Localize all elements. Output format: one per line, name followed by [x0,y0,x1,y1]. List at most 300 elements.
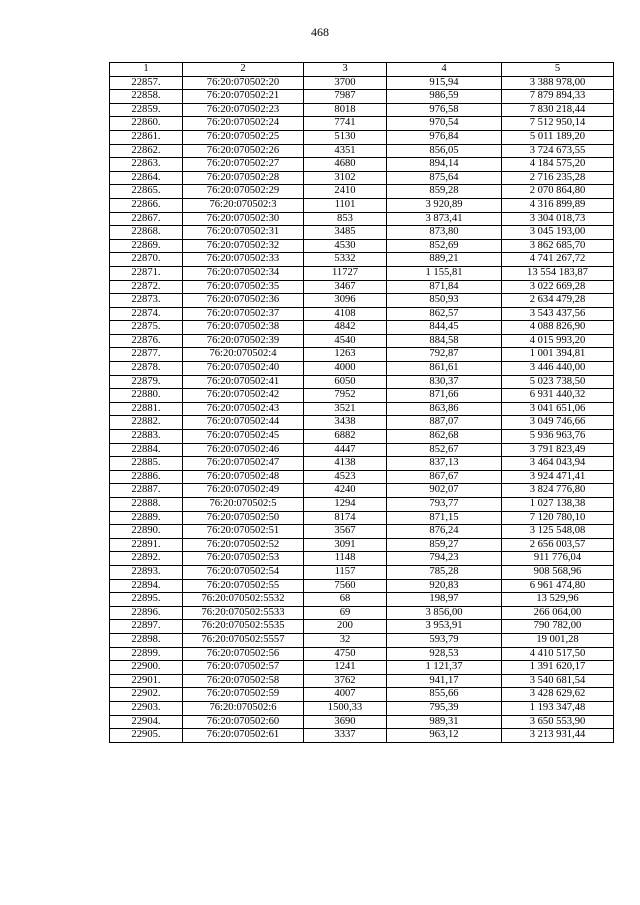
row-number-cell: 22860. [110,117,183,131]
table-row [110,416,614,430]
table-row [110,511,614,525]
cadastral-value-cell: 3 543 437,56 [502,307,614,321]
area-cell: 4842 [304,321,387,335]
row-number-cell: 22875. [110,321,183,335]
row-number-cell: 22880. [110,389,183,403]
unit-value-cell: 859,27 [387,538,502,552]
cadastral-number-cell: 76:20:070502:46 [183,443,304,457]
page-number: 468 [311,25,329,39]
cadastral-number-cell: 76:20:070502:37 [183,307,304,321]
cadastral-value-cell: 3 041 651,06 [502,402,614,416]
cadastral-number-cell: 76:20:070502:41 [183,375,304,389]
cadastral-value-cell: 1 391 620,17 [502,661,614,675]
row-number-cell: 22862. [110,144,183,158]
table-row [110,362,614,376]
area-cell: 11727 [304,266,387,280]
row-number-cell: 22889. [110,511,183,525]
cadastral-value-cell: 1 193 347,48 [502,701,614,715]
area-cell: 3467 [304,280,387,294]
cadastral-value-cell: 2 656 003,57 [502,538,614,552]
row-number-cell: 22869. [110,239,183,253]
unit-value-cell: 875,64 [387,171,502,185]
cadastral-number-cell: 76:20:070502:60 [183,715,304,729]
unit-value-cell: 794,23 [387,552,502,566]
row-number-cell: 22878. [110,362,183,376]
area-cell: 8174 [304,511,387,525]
unit-value-cell: 871,84 [387,280,502,294]
cadastral-value-cell: 4 410 517,50 [502,647,614,661]
table-row [110,565,614,579]
table-header-row [110,63,614,77]
area-cell: 8018 [304,103,387,117]
table-row [110,633,614,647]
area-cell: 3438 [304,416,387,430]
column-header: 3 [304,63,387,77]
cadastral-number-cell: 76:20:070502:56 [183,647,304,661]
area-cell: 6050 [304,375,387,389]
cadastral-value-cell: 13 529,96 [502,593,614,607]
area-cell: 4351 [304,144,387,158]
table-row [110,606,614,620]
cadastral-value-cell: 3 045 193,00 [502,226,614,240]
unit-value-cell: 970,54 [387,117,502,131]
table-row [110,158,614,172]
cadastral-number-cell: 76:20:070502:58 [183,674,304,688]
cadastral-number-cell: 76:20:070502:40 [183,362,304,376]
row-number-cell: 22905. [110,729,183,743]
cadastral-value-cell: 7 512 950,14 [502,117,614,131]
cadastral-value-cell: 19 001,28 [502,633,614,647]
table-row [110,348,614,362]
table-row [110,389,614,403]
area-cell: 3485 [304,226,387,240]
area-cell: 200 [304,620,387,634]
area-cell: 3102 [304,171,387,185]
unit-value-cell: 920,83 [387,579,502,593]
unit-value-cell: 3 856,00 [387,606,502,620]
row-number-cell: 22866. [110,198,183,212]
area-cell: 5332 [304,253,387,267]
table-row [110,239,614,253]
area-cell: 7952 [304,389,387,403]
area-cell: 3521 [304,402,387,416]
cadastral-value-cell: 2 070 864,80 [502,185,614,199]
cadastral-value-cell: 13 554 183,87 [502,266,614,280]
area-cell: 68 [304,593,387,607]
table-row [110,103,614,117]
cadastral-number-cell: 76:20:070502:59 [183,688,304,702]
table-row [110,674,614,688]
cadastral-number-cell: 76:20:070502:38 [183,321,304,335]
unit-value-cell: 976,58 [387,103,502,117]
unit-value-cell: 871,66 [387,389,502,403]
table-row [110,457,614,471]
cadastral-number-cell: 76:20:070502:20 [183,76,304,90]
table-row [110,715,614,729]
cadastral-value-cell: 4 088 826,90 [502,321,614,335]
cadastral-value-cell: 3 428 629,62 [502,688,614,702]
cadastral-value-cell: 7 120 780,10 [502,511,614,525]
area-cell: 1263 [304,348,387,362]
unit-value-cell: 830,37 [387,375,502,389]
table-row [110,375,614,389]
area-cell: 4447 [304,443,387,457]
row-number-cell: 22881. [110,402,183,416]
table-body [110,76,614,742]
row-number-cell: 22901. [110,674,183,688]
cadastral-number-cell: 76:20:070502:35 [183,280,304,294]
unit-value-cell: 963,12 [387,729,502,743]
table-row [110,470,614,484]
area-cell: 7560 [304,579,387,593]
unit-value-cell: 785,28 [387,565,502,579]
table-row [110,430,614,444]
area-cell: 4523 [304,470,387,484]
unit-value-cell: 928,53 [387,647,502,661]
cadastral-value-cell: 266 064,00 [502,606,614,620]
table-row [110,525,614,539]
row-number-cell: 22876. [110,334,183,348]
cadastral-number-cell: 76:20:070502:32 [183,239,304,253]
table-row [110,552,614,566]
unit-value-cell: 3 920,89 [387,198,502,212]
row-number-cell: 22884. [110,443,183,457]
area-cell: 3567 [304,525,387,539]
table-row [110,76,614,90]
cadastral-value-cell: 2 716 235,28 [502,171,614,185]
cadastral-value-cell: 3 650 553,90 [502,715,614,729]
table-row [110,198,614,212]
cadastral-value-cell: 2 634 479,28 [502,294,614,308]
table-row [110,334,614,348]
table-row [110,130,614,144]
cadastral-value-cell: 3 540 681,54 [502,674,614,688]
cadastral-value-cell: 5 011 189,20 [502,130,614,144]
area-cell: 7987 [304,90,387,104]
table-row [110,171,614,185]
cadastral-number-cell: 76:20:070502:5533 [183,606,304,620]
table-row [110,701,614,715]
row-number-cell: 22895. [110,593,183,607]
area-cell: 1241 [304,661,387,675]
row-number-cell: 22887. [110,484,183,498]
unit-value-cell: 915,94 [387,76,502,90]
row-number-cell: 22882. [110,416,183,430]
cadastral-value-cell: 911 776,04 [502,552,614,566]
cadastral-value-cell: 908 568,96 [502,565,614,579]
table-row [110,226,614,240]
table-row [110,484,614,498]
column-header: 4 [387,63,502,77]
table-row [110,620,614,634]
cadastral-number-cell: 76:20:070502:34 [183,266,304,280]
cadastral-value-cell: 3 824 776,80 [502,484,614,498]
table-row [110,90,614,104]
cadastral-number-cell: 76:20:070502:5 [183,498,304,512]
cadastral-number-cell: 76:20:070502:39 [183,334,304,348]
row-number-cell: 22871. [110,266,183,280]
unit-value-cell: 887,07 [387,416,502,430]
cadastral-number-cell: 76:20:070502:23 [183,103,304,117]
area-cell: 3337 [304,729,387,743]
unit-value-cell: 976,84 [387,130,502,144]
table-row [110,144,614,158]
row-number-cell: 22894. [110,579,183,593]
cadastral-number-cell: 76:20:070502:5535 [183,620,304,634]
cadastral-value-cell: 3 862 685,70 [502,239,614,253]
cadastral-number-cell: 76:20:070502:3 [183,198,304,212]
cadastral-number-cell: 76:20:070502:5557 [183,633,304,647]
area-cell: 1294 [304,498,387,512]
cadastral-number-cell: 76:20:070502:57 [183,661,304,675]
cadastral-value-cell: 6 931 440,32 [502,389,614,403]
cadastral-number-cell: 76:20:070502:55 [183,579,304,593]
cadastral-value-cell: 7 879 894,33 [502,90,614,104]
row-number-cell: 22890. [110,525,183,539]
row-number-cell: 22861. [110,130,183,144]
cadastral-value-cell: 3 213 931,44 [502,729,614,743]
unit-value-cell: 593,79 [387,633,502,647]
cadastral-number-cell: 76:20:070502:30 [183,212,304,226]
area-cell: 4000 [304,362,387,376]
row-number-cell: 22864. [110,171,183,185]
area-cell: 4240 [304,484,387,498]
row-number-cell: 22879. [110,375,183,389]
cadastral-value-cell: 3 924 471,41 [502,470,614,484]
table-row [110,688,614,702]
cadastral-number-cell: 76:20:070502:31 [183,226,304,240]
cadastral-value-cell: 4 316 899,89 [502,198,614,212]
area-cell: 3690 [304,715,387,729]
area-cell: 4007 [304,688,387,702]
unit-value-cell: 863,86 [387,402,502,416]
row-number-cell: 22870. [110,253,183,267]
cadastral-number-cell: 76:20:070502:4 [183,348,304,362]
row-number-cell: 22900. [110,661,183,675]
unit-value-cell: 989,31 [387,715,502,729]
table-row [110,185,614,199]
unit-value-cell: 884,58 [387,334,502,348]
table-row [110,402,614,416]
cadastral-value-cell: 3 791 823,49 [502,443,614,457]
unit-value-cell: 889,21 [387,253,502,267]
cadastral-number-cell: 76:20:070502:29 [183,185,304,199]
cadastral-number-cell: 76:20:070502:28 [183,171,304,185]
cadastral-value-cell: 3 388 978,00 [502,76,614,90]
unit-value-cell: 867,67 [387,470,502,484]
cadastral-number-cell: 76:20:070502:50 [183,511,304,525]
row-number-cell: 22863. [110,158,183,172]
cadastral-value-cell: 5 023 738,50 [502,375,614,389]
row-number-cell: 22893. [110,565,183,579]
area-cell: 4108 [304,307,387,321]
cadastral-number-cell: 76:20:070502:48 [183,470,304,484]
unit-value-cell: 873,80 [387,226,502,240]
row-number-cell: 22896. [110,606,183,620]
unit-value-cell: 859,28 [387,185,502,199]
unit-value-cell: 792,87 [387,348,502,362]
area-cell: 3700 [304,76,387,90]
cadastral-number-cell: 76:20:070502:52 [183,538,304,552]
unit-value-cell: 876,24 [387,525,502,539]
unit-value-cell: 871,15 [387,511,502,525]
table-row [110,538,614,552]
cadastral-value-cell: 1 027 138,38 [502,498,614,512]
cadastral-value-cell: 4 741 267,72 [502,253,614,267]
cadastral-value-cell: 3 125 548,08 [502,525,614,539]
area-cell: 4540 [304,334,387,348]
unit-value-cell: 793,77 [387,498,502,512]
cadastral-number-cell: 76:20:070502:24 [183,117,304,131]
cadastral-number-cell: 76:20:070502:61 [183,729,304,743]
cadastral-number-cell: 76:20:070502:45 [183,430,304,444]
cadastral-number-cell: 76:20:070502:47 [183,457,304,471]
column-header: 1 [110,63,183,77]
table-row [110,307,614,321]
table-row [110,647,614,661]
row-number-cell: 22897. [110,620,183,634]
row-number-cell: 22865. [110,185,183,199]
unit-value-cell: 837,13 [387,457,502,471]
cadastral-number-cell: 76:20:070502:5532 [183,593,304,607]
unit-value-cell: 198,97 [387,593,502,607]
row-number-cell: 22883. [110,430,183,444]
row-number-cell: 22868. [110,226,183,240]
area-cell: 4530 [304,239,387,253]
table-row [110,729,614,743]
cadastral-number-cell: 76:20:070502:36 [183,294,304,308]
row-number-cell: 22867. [110,212,183,226]
area-cell: 6882 [304,430,387,444]
area-cell: 5130 [304,130,387,144]
row-number-cell: 22899. [110,647,183,661]
table-row [110,280,614,294]
table-row [110,443,614,457]
column-header: 2 [183,63,304,77]
area-cell: 69 [304,606,387,620]
area-cell: 4750 [304,647,387,661]
cadastral-number-cell: 76:20:070502:27 [183,158,304,172]
area-cell: 1101 [304,198,387,212]
row-number-cell: 22859. [110,103,183,117]
table-row [110,253,614,267]
cadastral-number-cell: 76:20:070502:21 [183,90,304,104]
row-number-cell: 22892. [110,552,183,566]
cadastral-number-cell: 76:20:070502:44 [183,416,304,430]
table-row [110,266,614,280]
cadastral-value-cell: 1 001 394,81 [502,348,614,362]
cadastral-number-cell: 76:20:070502:51 [183,525,304,539]
table-row [110,294,614,308]
unit-value-cell: 844,45 [387,321,502,335]
table-row [110,498,614,512]
table-row [110,321,614,335]
unit-value-cell: 894,14 [387,158,502,172]
row-number-cell: 22873. [110,294,183,308]
cadastral-value-cell: 3 304 018,73 [502,212,614,226]
unit-value-cell: 862,57 [387,307,502,321]
row-number-cell: 22902. [110,688,183,702]
unit-value-cell: 3 873,41 [387,212,502,226]
unit-value-cell: 850,93 [387,294,502,308]
cadastral-value-cell: 4 184 575,20 [502,158,614,172]
row-number-cell: 22898. [110,633,183,647]
cadastral-number-cell: 76:20:070502:26 [183,144,304,158]
unit-value-cell: 902,07 [387,484,502,498]
row-number-cell: 22885. [110,457,183,471]
cadastral-value-cell: 3 049 746,66 [502,416,614,430]
cadastral-value-cell: 3 446 440,00 [502,362,614,376]
cadastral-value-cell: 4 015 993,20 [502,334,614,348]
cadastral-value-cell: 7 830 218,44 [502,103,614,117]
unit-value-cell: 941,17 [387,674,502,688]
cadastral-value-cell: 6 961 474,80 [502,579,614,593]
unit-value-cell: 3 953,91 [387,620,502,634]
row-number-cell: 22874. [110,307,183,321]
unit-value-cell: 856,05 [387,144,502,158]
area-cell: 3096 [304,294,387,308]
unit-value-cell: 852,69 [387,239,502,253]
cadastral-number-cell: 76:20:070502:33 [183,253,304,267]
area-cell: 1500,33 [304,701,387,715]
cadastral-number-cell: 76:20:070502:53 [183,552,304,566]
cadastral-number-cell: 76:20:070502:6 [183,701,304,715]
row-number-cell: 22872. [110,280,183,294]
cadastral-value-cell: 790 782,00 [502,620,614,634]
cadastral-number-cell: 76:20:070502:49 [183,484,304,498]
area-cell: 2410 [304,185,387,199]
table-row [110,212,614,226]
unit-value-cell: 852,67 [387,443,502,457]
row-number-cell: 22886. [110,470,183,484]
unit-value-cell: 986,59 [387,90,502,104]
table-row [110,661,614,675]
unit-value-cell: 1 121,37 [387,661,502,675]
cadastral-number-cell: 76:20:070502:43 [183,402,304,416]
row-number-cell: 22904. [110,715,183,729]
area-cell: 3762 [304,674,387,688]
unit-value-cell: 1 155,81 [387,266,502,280]
cadastral-value-table [109,62,614,743]
unit-value-cell: 795,39 [387,701,502,715]
unit-value-cell: 862,68 [387,430,502,444]
cadastral-number-cell: 76:20:070502:42 [183,389,304,403]
cadastral-value-cell: 3 022 669,28 [502,280,614,294]
cadastral-number-cell: 76:20:070502:54 [183,565,304,579]
table-row [110,117,614,131]
cadastral-number-cell: 76:20:070502:25 [183,130,304,144]
row-number-cell: 22891. [110,538,183,552]
row-number-cell: 22888. [110,498,183,512]
area-cell: 1157 [304,565,387,579]
unit-value-cell: 861,61 [387,362,502,376]
area-cell: 853 [304,212,387,226]
area-cell: 3091 [304,538,387,552]
table-row [110,593,614,607]
area-cell: 7741 [304,117,387,131]
row-number-cell: 22858. [110,90,183,104]
cadastral-value-cell: 3 464 043,94 [502,457,614,471]
cadastral-value-cell: 5 936 963,76 [502,430,614,444]
cadastral-value-cell: 3 724 673,55 [502,144,614,158]
area-cell: 32 [304,633,387,647]
row-number-cell: 22857. [110,76,183,90]
column-header: 5 [502,63,614,77]
row-number-cell: 22877. [110,348,183,362]
area-cell: 4138 [304,457,387,471]
area-cell: 1148 [304,552,387,566]
area-cell: 4680 [304,158,387,172]
